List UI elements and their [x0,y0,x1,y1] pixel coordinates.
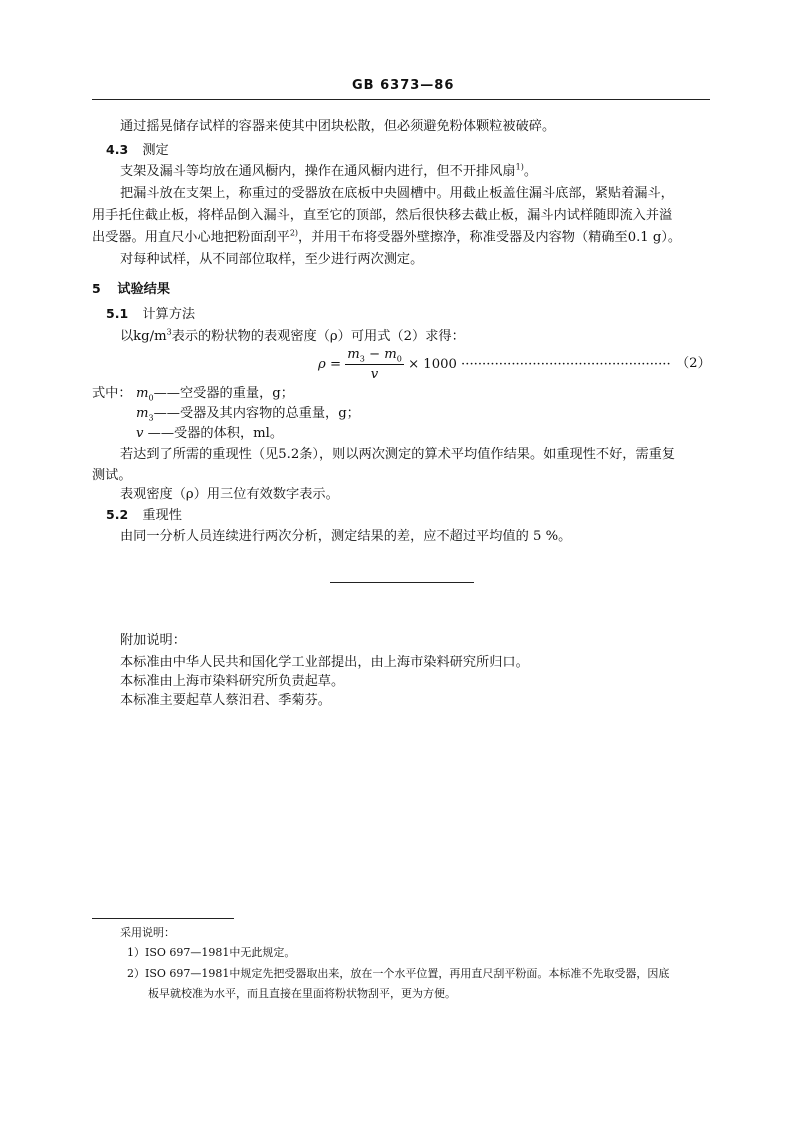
definition-text: ——受器的体积，ml。 [143,426,284,441]
paragraph-text: 表示的粉状物的表观密度（ρ）可用式（2）求得： [171,329,465,344]
symbol: m [384,347,397,362]
symbol: m [136,386,149,401]
definition-v [136,425,283,442]
paragraph-shake: 通过摇晃储存试样的容器来使其中团块松散，但必须避免粉体颗粒被破碎。 [120,119,556,134]
additional-line: 本标准由上海市染料研究所负责起草。 [120,674,345,689]
section-number: 5 [92,281,101,296]
header-rule [92,99,710,100]
paragraph-result-l2: 测试。 [92,468,132,483]
paragraph-text: 。 [523,164,538,179]
paragraph-setup [120,163,537,180]
superscript: 3 [166,327,172,337]
subscript: 3 [359,354,365,364]
paragraph-significant: 表观密度（ρ）用三位有效数字表示。 [120,487,339,502]
section-5-2-heading [106,506,182,524]
footnote-2-l1: 2）ISO 697—1981中规定先把受器取出来，放在一个水平位置，再用直尺刮平粉面。本标准不先取受器，因底 [127,967,670,980]
paragraph-text: 支架及漏斗等均放在通风橱内，操作在通风橱内进行，但不开排风扇 [120,164,516,179]
footnote-1: 1）ISO 697—1981中无此规定。 [127,946,296,959]
section-5-heading [92,280,170,298]
section-number: 4.3 [106,142,129,157]
definition-m0 [136,385,294,402]
subscript: 0 [148,393,154,403]
operator: − [364,347,385,362]
symbol: m [136,406,149,421]
formula-lhs: ρ = [318,357,341,372]
section-5-1-heading [106,305,195,323]
formula-numerator [345,346,404,365]
equation-number: （2） [676,356,711,371]
formula-denominator: v [370,367,379,382]
paragraph-result-l1: 若达到了所需的重现性（见5.2条），则以两次测定的算术平均值作结果。如重现性不好，需重复 [120,447,676,462]
paragraph-reproducibility: 由同一分析人员连续进行两次分析，测定结果的差，应不超过平均值的 5 %。 [120,529,572,544]
definition-text: ——空受器的重量，g； [153,386,294,401]
definition-m3 [136,405,360,422]
section-title: 重现性 [142,508,182,523]
subscript: 0 [396,354,402,364]
footnote-rule [92,918,234,919]
additional-title: 附加说明： [120,633,186,648]
symbol: v [136,426,144,441]
symbol: m [347,347,360,362]
paragraph-text: 出受器。用直尺小心地把粉面刮平 [92,230,290,245]
section-title: 计算方法 [142,307,196,322]
end-rule [330,582,474,583]
section-4-3-heading [106,141,169,159]
footnote-title: 采用说明： [120,926,175,939]
paragraph-procedure-l3 [92,229,681,246]
where-label: 式中： [92,386,132,401]
paragraph-calc-intro [120,328,465,345]
footnote-ref-2: 2) [289,228,299,238]
section-number: 5.1 [106,306,129,321]
additional-line: 本标准主要起草人蔡汨君、季菊芬。 [120,693,331,708]
density-formula [318,346,671,383]
section-title: 试验结果 [117,282,171,297]
definition-text: ——受器及其内容物的总重量，g； [153,406,360,421]
footnote-ref-1: 1) [515,162,524,172]
paragraph-sampling: 对每种试样，从不同部位取样，至少进行两次测定。 [120,252,424,267]
additional-line: 本标准由中华人民共和国化学工业部提出，由上海市染料研究所归口。 [120,655,529,670]
section-title: 测定 [142,143,169,158]
paragraph-text: 以kg/m [120,329,167,344]
subscript: 3 [148,413,154,423]
paragraph-procedure-l2: 用手托住截止板，将样品倒入漏斗，直至它的顶部，然后很快移去截止板，漏斗内试样随即流入并溢 [92,208,673,223]
section-number: 5.2 [106,507,129,522]
paragraph-text: ，并用干布将受器外壁擦净，称准受器及内容物（精确至0.1 g）。 [298,230,682,245]
paragraph-procedure-l1: 把漏斗放在支架上，称重过的受器放在底板中央圆槽中。用截止板盖住漏斗底部，紧贴着漏斗， [120,186,674,201]
formula-fraction [345,346,404,383]
standard-code-header: GB 6373—86 [352,78,455,93]
footnote-2-l2: 板早就校准为水平，而且直接在里面将粉状物刮平，更为方便。 [148,987,456,1000]
formula-tail: × 1000 ·················································· [408,357,671,372]
